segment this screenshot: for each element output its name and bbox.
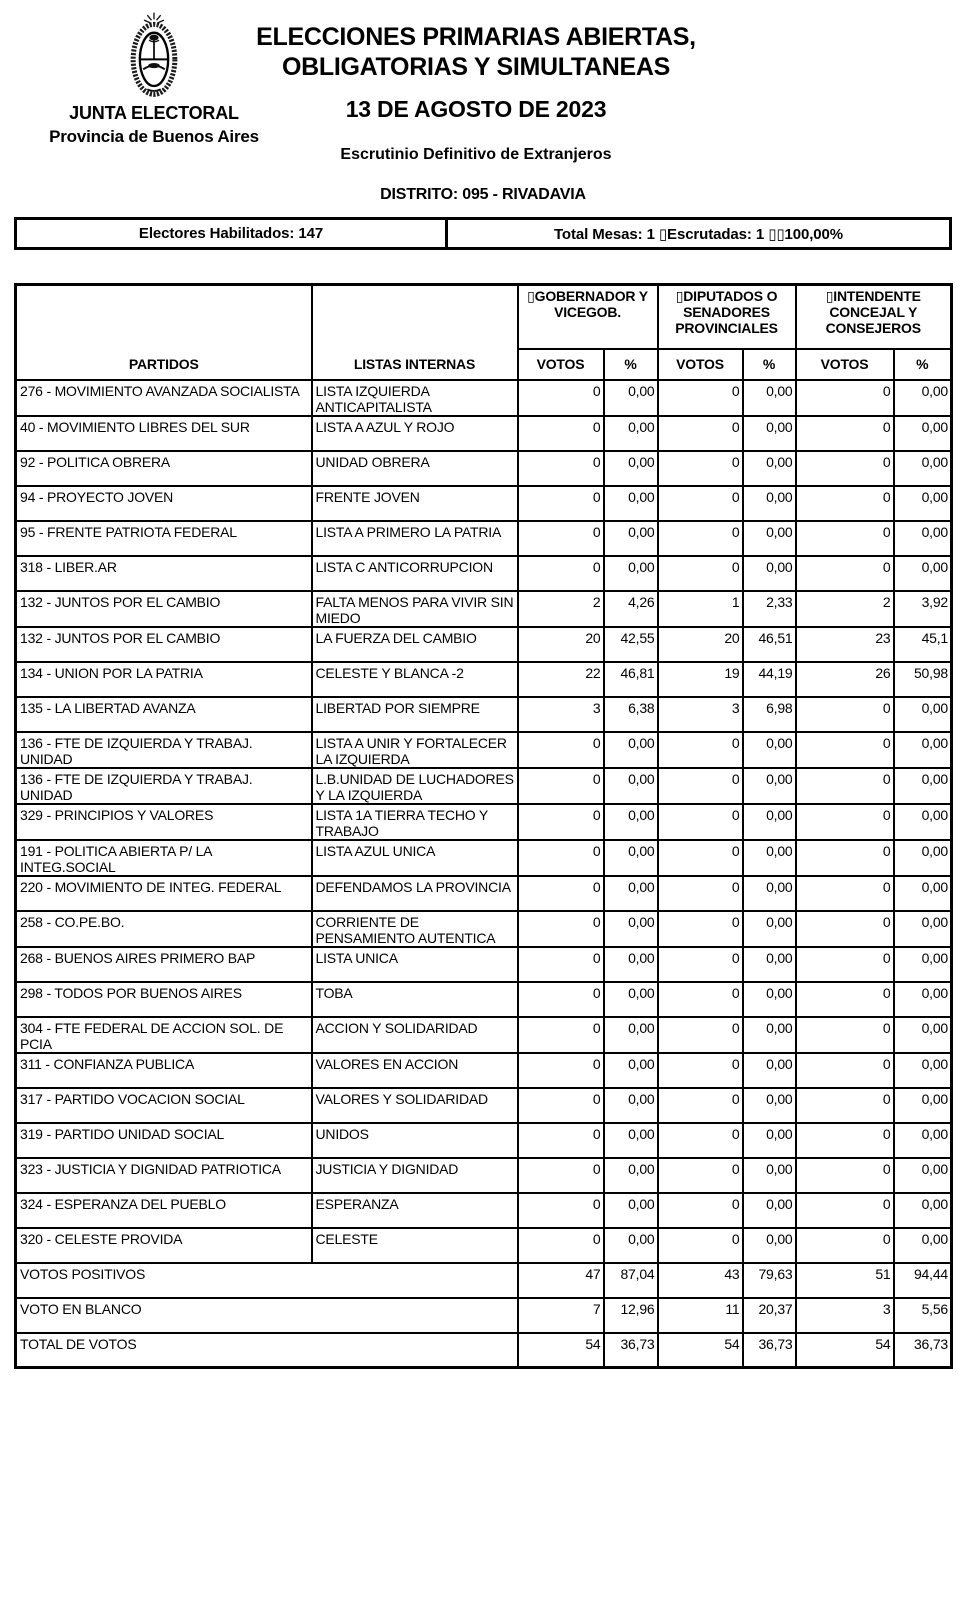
votes-cell: 0 — [658, 947, 743, 982]
percent-cell: 0,00 — [604, 732, 658, 768]
votes-cell: 0 — [796, 768, 894, 804]
table-row — [16, 556, 952, 591]
percent-cell: 0,00 — [604, 1053, 658, 1088]
percent-cell: 0,00 — [604, 982, 658, 1017]
party-cell: 220 - MOVIMIENTO DE INTEG. FEDERAL — [16, 876, 312, 911]
votes-cell: 0 — [518, 982, 604, 1017]
percent-cell: 0,00 — [604, 486, 658, 521]
results-table — [14, 283, 953, 1369]
percent-cell: 0,00 — [894, 804, 952, 840]
percent-cell: 0,00 — [743, 1017, 796, 1053]
percent-cell: 0,00 — [894, 697, 952, 732]
votes-cell: 0 — [658, 982, 743, 1017]
votes-cell: 0 — [518, 451, 604, 486]
percent-cell: 2,33 — [743, 591, 796, 627]
party-cell: 329 - PRINCIPIOS Y VALORES — [16, 804, 312, 840]
percent-cell: 0,00 — [604, 521, 658, 556]
percent-cell: 0,00 — [743, 1193, 796, 1228]
votes-cell: 0 — [658, 1017, 743, 1053]
party-cell: 134 - UNION POR LA PATRIA — [16, 662, 312, 697]
summary-label-cell: VOTO EN BLANCO — [16, 1298, 518, 1333]
percent-cell: 0,00 — [743, 876, 796, 911]
votes-cell: 23 — [796, 627, 894, 662]
party-cell: 191 - POLITICA ABIERTA P/ LA INTEG.SOCIAL — [16, 840, 312, 876]
table-row — [16, 840, 952, 876]
list-cell: LISTA A PRIMERO LA PATRIA — [312, 521, 518, 556]
list-cell: LA FUERZA DEL CAMBIO — [312, 627, 518, 662]
votes-cell: 51 — [796, 1263, 894, 1298]
votes-cell: 0 — [518, 804, 604, 840]
org-name: JUNTA ELECTORAL — [69, 103, 239, 123]
percent-cell: 0,00 — [743, 732, 796, 768]
votes-cell: 7 — [518, 1298, 604, 1333]
percent-cell: 0,00 — [894, 1193, 952, 1228]
votes-cell: 19 — [658, 662, 743, 697]
percent-cell: 12,96 — [604, 1298, 658, 1333]
percent-cell: 0,00 — [894, 911, 952, 947]
list-cell: LISTA AZUL UNICA — [312, 840, 518, 876]
percent-cell: 0,00 — [894, 1053, 952, 1088]
party-cell: 132 - JUNTOS POR EL CAMBIO — [16, 591, 312, 627]
party-cell: 40 - MOVIMIENTO LIBRES DEL SUR — [16, 416, 312, 451]
party-cell: 319 - PARTIDO UNIDAD SOCIAL — [16, 1123, 312, 1158]
party-cell: 92 - POLITICA OBRERA — [16, 451, 312, 486]
summary-row — [16, 1333, 952, 1368]
votes-cell: 0 — [518, 876, 604, 911]
percent-cell: 0,00 — [604, 380, 658, 416]
percent-cell: 0,00 — [894, 768, 952, 804]
votes-cell: 43 — [658, 1263, 743, 1298]
votes-cell: 0 — [658, 1158, 743, 1193]
votes-header-1: VOTOS — [518, 349, 604, 380]
percent-cell: 0,00 — [604, 804, 658, 840]
summary-row — [16, 1263, 952, 1298]
percent-cell: 0,00 — [604, 451, 658, 486]
summary-label-cell: TOTAL DE VOTOS — [16, 1333, 518, 1368]
party-cell: 258 - CO.PE.BO. — [16, 911, 312, 947]
percent-cell: 0,00 — [894, 380, 952, 416]
percent-cell: 36,73 — [743, 1333, 796, 1368]
percent-cell: 0,00 — [743, 556, 796, 591]
table-row — [16, 732, 952, 768]
list-cell: CORRIENTE DE PENSAMIENTO AUTENTICA — [312, 911, 518, 947]
votes-cell: 0 — [796, 1017, 894, 1053]
pct-header-2: % — [743, 349, 796, 380]
party-cell: 136 - FTE DE IZQUIERDA Y TRABAJ. UNIDAD — [16, 732, 312, 768]
votes-cell: 0 — [796, 1193, 894, 1228]
votes-cell: 2 — [518, 591, 604, 627]
percent-cell: 46,81 — [604, 662, 658, 697]
votes-cell: 0 — [518, 486, 604, 521]
percent-cell: 0,00 — [743, 768, 796, 804]
table-row — [16, 697, 952, 732]
percent-cell: 0,00 — [894, 876, 952, 911]
list-cell: UNIDAD OBRERA — [312, 451, 518, 486]
table-row — [16, 876, 952, 911]
party-cell: 318 - LIBER.AR — [16, 556, 312, 591]
percent-cell: 0,00 — [743, 486, 796, 521]
votes-cell: 0 — [796, 697, 894, 732]
percent-cell: 6,38 — [604, 697, 658, 732]
district-heading: DISTRITO: 095 - RIVADAVIA — [380, 186, 586, 203]
table-row — [16, 768, 952, 804]
votes-cell: 0 — [796, 380, 894, 416]
percent-cell: 0,00 — [894, 416, 952, 451]
table-row — [16, 804, 952, 840]
list-cell: JUSTICIA Y DIGNIDAD — [312, 1158, 518, 1193]
org-block — [34, 12, 274, 147]
percent-cell: 42,55 — [604, 627, 658, 662]
summary-info-box — [14, 217, 952, 250]
percent-cell: 0,00 — [743, 1088, 796, 1123]
votes-cell: 1 — [658, 591, 743, 627]
votes-cell: 54 — [796, 1333, 894, 1368]
votes-cell: 0 — [518, 380, 604, 416]
list-cell: LISTA IZQUIERDA ANTICAPITALISTA — [312, 380, 518, 416]
votes-cell: 0 — [658, 876, 743, 911]
votes-cell: 0 — [518, 1088, 604, 1123]
percent-cell: 0,00 — [894, 1017, 952, 1053]
party-cell: 324 - ESPERANZA DEL PUEBLO — [16, 1193, 312, 1228]
party-cell: 268 - BUENOS AIRES PRIMERO BAP — [16, 947, 312, 982]
table-row — [16, 451, 952, 486]
votes-cell: 0 — [796, 1228, 894, 1263]
page-title-line1: ELECCIONES PRIMARIAS ABIERTAS, — [256, 23, 696, 51]
list-cell: LISTA 1A TIERRA TECHO Y TRABAJO — [312, 804, 518, 840]
percent-cell: 20,37 — [743, 1298, 796, 1333]
votes-cell: 0 — [518, 1158, 604, 1193]
percent-cell: 0,00 — [743, 451, 796, 486]
table-row — [16, 1017, 952, 1053]
party-cell: 94 - PROYECTO JOVEN — [16, 486, 312, 521]
percent-cell: 0,00 — [604, 840, 658, 876]
votes-cell: 0 — [796, 1158, 894, 1193]
group-header-diputados: ▯DIPUTADOS O SENADORES PROVINCIALES — [658, 285, 796, 349]
percent-cell: 0,00 — [894, 521, 952, 556]
list-cell: VALORES Y SOLIDARIDAD — [312, 1088, 518, 1123]
party-cell: 136 - FTE DE IZQUIERDA Y TRABAJ. UNIDAD — [16, 768, 312, 804]
percent-cell: 0,00 — [604, 1017, 658, 1053]
votes-cell: 0 — [796, 416, 894, 451]
percent-cell: 0,00 — [743, 380, 796, 416]
votes-cell: 0 — [518, 947, 604, 982]
votes-cell: 2 — [796, 591, 894, 627]
votes-cell: 0 — [658, 521, 743, 556]
party-cell: 135 - LA LIBERTAD AVANZA — [16, 697, 312, 732]
group-header-gobernador: ▯GOBERNADOR Y VICEGOB. — [518, 285, 658, 349]
votes-cell: 0 — [518, 1193, 604, 1228]
votes-header-3: VOTOS — [796, 349, 894, 380]
votes-cell: 0 — [518, 1228, 604, 1263]
percent-cell: 0,00 — [604, 768, 658, 804]
title-block — [241, 22, 711, 164]
percent-cell: 46,51 — [743, 627, 796, 662]
votes-cell: 0 — [796, 556, 894, 591]
percent-cell: 44,19 — [743, 662, 796, 697]
percent-cell: 0,00 — [743, 982, 796, 1017]
percent-cell: 0,00 — [894, 947, 952, 982]
party-cell: 320 - CELESTE PROVIDA — [16, 1228, 312, 1263]
votes-cell: 0 — [658, 1228, 743, 1263]
page-title-line2: OBLIGATORIAS Y SIMULTANEAS — [281, 53, 671, 81]
percent-cell: 0,00 — [894, 486, 952, 521]
list-cell: VALORES EN ACCION — [312, 1053, 518, 1088]
percent-cell: 0,00 — [743, 947, 796, 982]
percent-cell: 5,56 — [894, 1298, 952, 1333]
table-row — [16, 1088, 952, 1123]
percent-cell: 0,00 — [604, 1158, 658, 1193]
votes-cell: 0 — [658, 556, 743, 591]
list-cell: TOBA — [312, 982, 518, 1017]
column-header-listas: LISTAS INTERNAS — [312, 285, 518, 380]
percent-cell: 0,00 — [604, 876, 658, 911]
table-row — [16, 521, 952, 556]
group-header-intendente: ▯INTENDENTE CONCEJAL Y CONSEJEROS — [796, 285, 952, 349]
votes-cell: 22 — [518, 662, 604, 697]
votes-cell: 0 — [796, 982, 894, 1017]
percent-cell: 0,00 — [894, 732, 952, 768]
percent-cell: 0,00 — [743, 911, 796, 947]
party-cell: 311 - CONFIANZA PUBLICA — [16, 1053, 312, 1088]
list-cell: UNIDOS — [312, 1123, 518, 1158]
electores-habilitados: Electores Habilitados: 147 — [17, 220, 448, 247]
percent-cell: 0,00 — [743, 416, 796, 451]
party-cell: 132 - JUNTOS POR EL CAMBIO — [16, 627, 312, 662]
percent-cell: 87,04 — [604, 1263, 658, 1298]
table-row — [16, 1228, 952, 1263]
votes-cell: 0 — [796, 451, 894, 486]
results-table-body — [16, 380, 952, 1368]
votes-cell: 0 — [796, 911, 894, 947]
votes-cell: 0 — [796, 876, 894, 911]
percent-cell: 36,73 — [604, 1333, 658, 1368]
list-cell: LIBERTAD POR SIEMPRE — [312, 697, 518, 732]
pct-header-1: % — [604, 349, 658, 380]
votes-header-2: VOTOS — [658, 349, 743, 380]
votes-cell: 54 — [658, 1333, 743, 1368]
votes-cell: 0 — [518, 416, 604, 451]
party-cell: 304 - FTE FEDERAL DE ACCION SOL. DE PCIA — [16, 1017, 312, 1053]
votes-cell: 11 — [658, 1298, 743, 1333]
list-cell: DEFENDAMOS LA PROVINCIA — [312, 876, 518, 911]
party-cell: 298 - TODOS POR BUENOS AIRES — [16, 982, 312, 1017]
percent-cell: 0,00 — [743, 1158, 796, 1193]
percent-cell: 0,00 — [743, 804, 796, 840]
summary-label-cell: VOTOS POSITIVOS — [16, 1263, 518, 1298]
percent-cell: 0,00 — [604, 911, 658, 947]
list-cell: FALTA MENOS PARA VIVIR SIN MIEDO — [312, 591, 518, 627]
list-cell: LISTA C ANTICORRUPCION — [312, 556, 518, 591]
votes-cell: 0 — [518, 556, 604, 591]
votes-cell: 0 — [518, 911, 604, 947]
list-cell: ACCION Y SOLIDARIDAD — [312, 1017, 518, 1053]
party-cell: 276 - MOVIMIENTO AVANZADA SOCIALISTA — [16, 380, 312, 416]
page-title — [241, 22, 711, 82]
percent-cell: 0,00 — [604, 947, 658, 982]
coat-of-arms-icon — [129, 12, 179, 100]
votes-cell: 0 — [658, 1088, 743, 1123]
list-cell: ESPERANZA — [312, 1193, 518, 1228]
table-row — [16, 1053, 952, 1088]
list-cell: LISTA A AZUL Y ROJO — [312, 416, 518, 451]
votes-cell: 0 — [518, 732, 604, 768]
percent-cell: 0,00 — [894, 840, 952, 876]
table-row — [16, 1193, 952, 1228]
votes-cell: 0 — [796, 521, 894, 556]
votes-cell: 0 — [658, 840, 743, 876]
table-row — [16, 1158, 952, 1193]
votes-cell: 0 — [796, 804, 894, 840]
party-cell: 95 - FRENTE PATRIOTA FEDERAL — [16, 521, 312, 556]
percent-cell: 3,92 — [894, 591, 952, 627]
votes-cell: 0 — [658, 1123, 743, 1158]
party-cell: 323 - JUSTICIA Y DIGNIDAD PATRIOTICA — [16, 1158, 312, 1193]
table-row — [16, 1123, 952, 1158]
table-row — [16, 627, 952, 662]
percent-cell: 0,00 — [604, 1228, 658, 1263]
votes-cell: 0 — [658, 416, 743, 451]
pct-header-3: % — [894, 349, 952, 380]
percent-cell: 0,00 — [894, 451, 952, 486]
percent-cell: 0,00 — [604, 556, 658, 591]
percent-cell: 0,00 — [604, 1193, 658, 1228]
list-cell: CELESTE Y BLANCA -2 — [312, 662, 518, 697]
org-province: Provincia de Buenos Aires — [49, 127, 259, 146]
percent-cell: 0,00 — [894, 982, 952, 1017]
percent-cell: 0,00 — [894, 556, 952, 591]
votes-cell: 20 — [518, 627, 604, 662]
votes-cell: 0 — [658, 380, 743, 416]
percent-cell: 0,00 — [743, 1228, 796, 1263]
votes-cell: 0 — [796, 732, 894, 768]
votes-cell: 3 — [658, 697, 743, 732]
percent-cell: 79,63 — [743, 1263, 796, 1298]
votes-cell: 0 — [658, 451, 743, 486]
votes-cell: 0 — [518, 1053, 604, 1088]
percent-cell: 0,00 — [894, 1123, 952, 1158]
percent-cell: 0,00 — [743, 840, 796, 876]
election-date: 13 DE AGOSTO DE 2023 — [345, 96, 607, 122]
document-header — [0, 0, 971, 172]
votes-cell: 0 — [518, 768, 604, 804]
percent-cell: 0,00 — [604, 416, 658, 451]
list-cell: LISTA UNICA — [312, 947, 518, 982]
table-row — [16, 591, 952, 627]
table-row — [16, 982, 952, 1017]
votes-cell: 0 — [518, 1123, 604, 1158]
list-cell: L.B.UNIDAD DE LUCHADORES Y LA IZQUIERDA — [312, 768, 518, 804]
votes-cell: 26 — [796, 662, 894, 697]
votes-cell: 0 — [518, 1017, 604, 1053]
votes-cell: 0 — [658, 732, 743, 768]
votes-cell: 0 — [796, 1123, 894, 1158]
votes-cell: 0 — [796, 486, 894, 521]
votes-cell: 0 — [796, 1088, 894, 1123]
votes-cell: 0 — [658, 911, 743, 947]
votes-cell: 3 — [518, 697, 604, 732]
list-cell: FRENTE JOVEN — [312, 486, 518, 521]
party-cell: 317 - PARTIDO VOCACION SOCIAL — [16, 1088, 312, 1123]
votes-cell: 0 — [518, 521, 604, 556]
table-row — [16, 486, 952, 521]
percent-cell: 0,00 — [604, 1123, 658, 1158]
summary-row — [16, 1298, 952, 1333]
results-table-header — [16, 285, 952, 380]
votes-cell: 0 — [658, 768, 743, 804]
table-row — [16, 662, 952, 697]
percent-cell: 0,00 — [894, 1088, 952, 1123]
votes-cell: 0 — [518, 840, 604, 876]
table-row — [16, 380, 952, 416]
percent-cell: 50,98 — [894, 662, 952, 697]
table-row — [16, 947, 952, 982]
percent-cell: 36,73 — [894, 1333, 952, 1368]
percent-cell: 0,00 — [894, 1228, 952, 1263]
votes-cell: 0 — [658, 1053, 743, 1088]
report-subtitle: Escrutinio Definitivo de Extranjeros — [340, 146, 612, 163]
list-cell: LISTA A UNIR Y FORTALECER LA IZQUIERDA — [312, 732, 518, 768]
votes-cell: 0 — [658, 486, 743, 521]
votes-cell: 20 — [658, 627, 743, 662]
votes-cell: 47 — [518, 1263, 604, 1298]
column-header-partidos: PARTIDOS — [16, 285, 312, 380]
percent-cell: 94,44 — [894, 1263, 952, 1298]
percent-cell: 0,00 — [894, 1158, 952, 1193]
total-mesas: Total Mesas: 1 ▯Escrutadas: 1 ▯▯100,00% — [553, 226, 844, 243]
votes-cell: 0 — [796, 947, 894, 982]
percent-cell: 0,00 — [743, 1123, 796, 1158]
percent-cell: 0,00 — [743, 1053, 796, 1088]
percent-cell: 6,98 — [743, 697, 796, 732]
list-cell: CELESTE — [312, 1228, 518, 1263]
votes-cell: 3 — [796, 1298, 894, 1333]
group-header-row — [16, 285, 952, 349]
percent-cell: 45,1 — [894, 627, 952, 662]
table-row — [16, 416, 952, 451]
votes-cell: 0 — [658, 1193, 743, 1228]
percent-cell: 4,26 — [604, 591, 658, 627]
votes-cell: 0 — [796, 1053, 894, 1088]
percent-cell: 0,00 — [604, 1088, 658, 1123]
votes-cell: 54 — [518, 1333, 604, 1368]
votes-cell: 0 — [658, 804, 743, 840]
percent-cell: 0,00 — [743, 521, 796, 556]
table-row — [16, 911, 952, 947]
votes-cell: 0 — [796, 840, 894, 876]
